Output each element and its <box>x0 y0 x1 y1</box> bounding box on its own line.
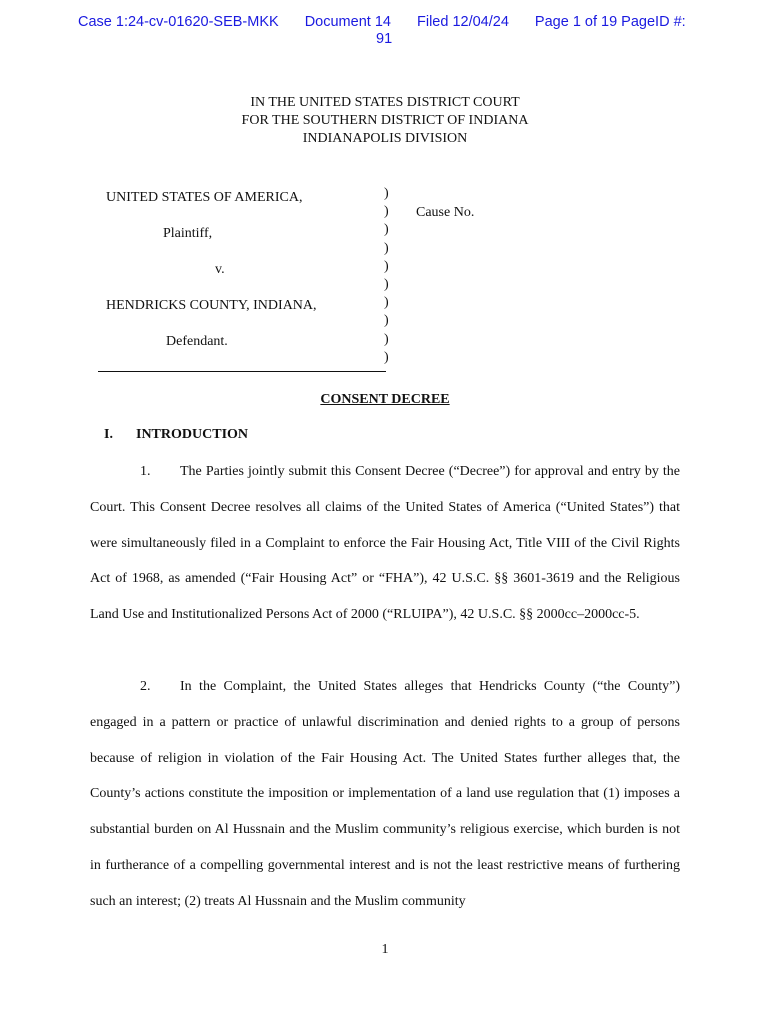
caption-paren: ) <box>384 204 389 220</box>
defendant-label: Defendant. <box>166 334 228 349</box>
paragraph-text: In the Complaint, the United States alleges that Hendricks County (“the County”) engaged in a pattern or practice of unlawful discrimination and denied rights to a group of persons because of religion in violation of the Fair Housing Act. The United States further alleges that, the County’s actions constitute the imposition or implementation of a land use regulation that (1) imposes a substantial burden on Al Hussnain and the Muslim community’s religious exercise, which burden is not in furtherance of a compelling governmental interest and is not the least restrictive means of furthering such an interest; (2) treats Al Hussnain and the Muslim community <box>90 679 680 909</box>
court-heading <box>0 94 770 148</box>
section-number: I. <box>104 427 113 442</box>
paragraph-number: 2. <box>140 679 151 694</box>
plaintiff-label: Plaintiff, <box>163 226 213 241</box>
ecf-case-number: Case 1:24-cv-01620-SEB-MKK <box>78 14 279 30</box>
page-number: 1 <box>381 942 389 957</box>
paragraph-2 <box>90 669 680 920</box>
caption-paren: ) <box>384 222 389 238</box>
section-title: INTRODUCTION <box>136 427 249 442</box>
plaintiff-name: UNITED STATES OF AMERICA, <box>106 190 303 205</box>
caption-paren: ) <box>384 331 389 347</box>
caption-paren: ) <box>384 349 389 365</box>
ecf-page-info: Page 1 of 19 PageID #: <box>534 14 686 30</box>
caption-paren: ) <box>384 258 389 274</box>
caption-parentheses <box>384 185 389 367</box>
caption-paren: ) <box>384 276 389 292</box>
document-title: CONSENT DECREE <box>320 392 450 407</box>
court-line-1: IN THE UNITED STATES DISTRICT COURT <box>250 95 520 110</box>
court-line-2: FOR THE SOUTHERN DISTRICT OF INDIANA <box>241 113 529 128</box>
cause-number-label: Cause No. <box>416 205 475 220</box>
court-line-3: INDIANAPOLIS DIVISION <box>302 131 468 146</box>
paragraph-number: 1. <box>140 464 151 479</box>
ecf-filed-date: Filed 12/04/24 <box>416 14 509 30</box>
paragraph-text: The Parties jointly submit this Consent Decree (“Decree”) for approval and entry by the Court. This Consent Decree resolves all claims of the United States of America (“United States”) that were simultaneously filed in a Complaint to enforce the Fair Housing Act, Title VIII of the Civil Rights Act of 1968, as amended (“Fair Housing Act” or “FHA”), 42 U.S.C. §§ 3601-3619 and the Religious Land Use and Institutionalized Persons Act of 2000 (“RLUIPA”), 42 U.S.C. §§ 2000cc–2000cc-5. <box>90 464 680 623</box>
caption-paren: ) <box>384 295 389 311</box>
ecf-pageid: 91 <box>376 31 393 47</box>
paragraph-1 <box>90 454 680 633</box>
defendant-name: HENDRICKS COUNTY, INDIANA, <box>106 298 317 313</box>
ecf-document-number: Document 14 <box>304 14 391 30</box>
caption-paren: ) <box>384 186 389 201</box>
caption-rule <box>98 371 386 372</box>
caption-paren: ) <box>384 240 389 256</box>
caption-paren: ) <box>384 313 389 329</box>
versus: v. <box>215 262 225 277</box>
